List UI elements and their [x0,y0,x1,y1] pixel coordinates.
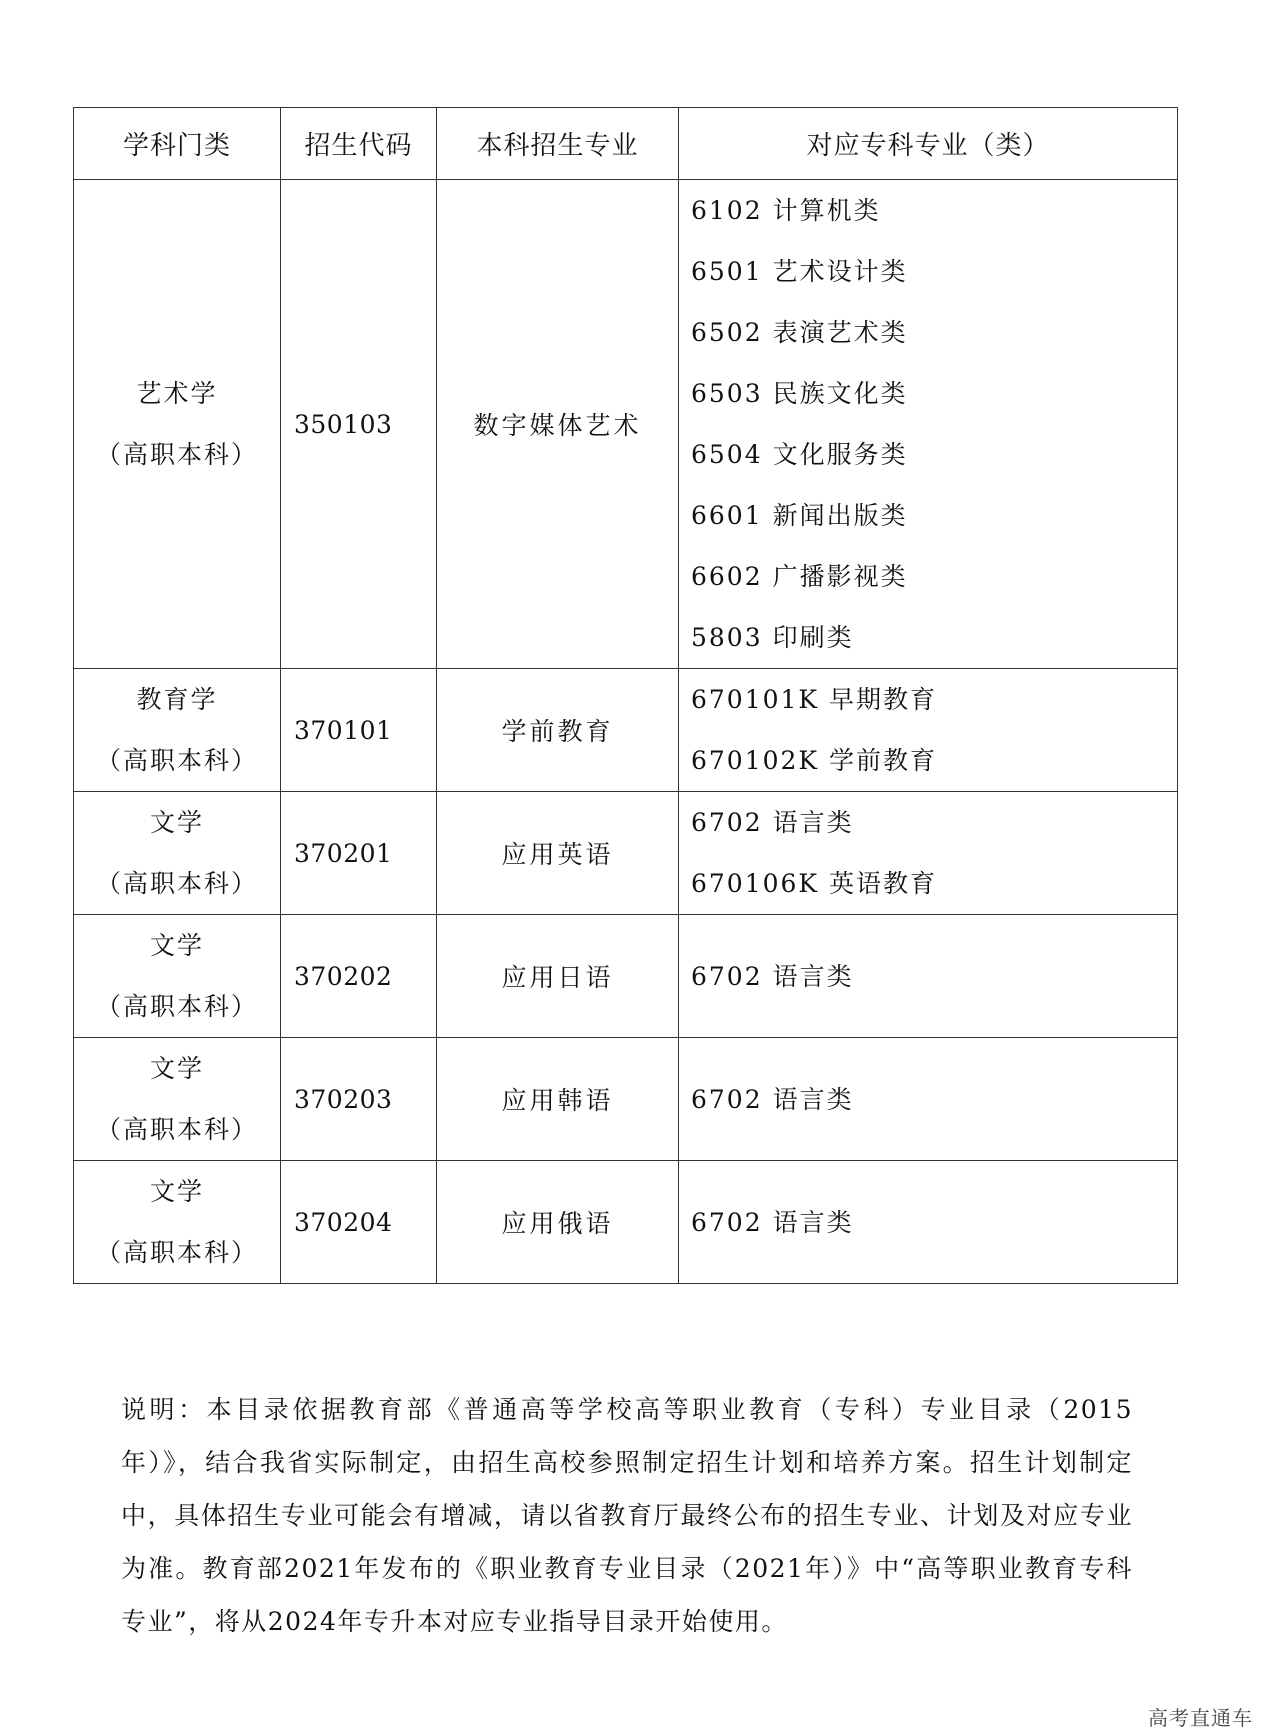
specialty-item: 6602 广播影视类 [691,562,908,591]
undergraduate-major: 应用英语 [437,792,679,915]
table-row [74,915,1178,1038]
specialty-item: 6702 语言类 [691,1084,854,1114]
category-name: 艺术学 [136,379,218,408]
specialty-item: 6102 计算机类 [691,196,881,225]
undergraduate-major: 应用俄语 [437,1161,679,1284]
specialty-item: 6502 表演艺术类 [691,318,908,347]
table-row [74,792,1178,915]
undergraduate-major: 学前教育 [437,669,679,792]
header-category: 学科门类 [74,108,281,180]
enrollment-code: 370203 [281,1038,437,1161]
specialty-item: 6702 语言类 [691,808,854,837]
header-specialty: 对应专科专业（类） [679,108,1178,180]
specialty-cell [679,669,1178,792]
enrollment-code: 370201 [281,792,437,915]
specialty-cell [679,792,1178,915]
category-name: 教育学 [136,685,218,714]
specialty-item: 6503 民族文化类 [691,379,908,408]
category-cell [74,792,281,915]
specialty-item: 6501 艺术设计类 [691,257,908,286]
table-row [74,669,1178,792]
specialty-item: 6504 文化服务类 [691,440,908,469]
enrollment-code: 370202 [281,915,437,1038]
header-code: 招生代码 [281,108,437,180]
category-level: （高职本科） [95,746,258,775]
category-level: （高职本科） [95,992,258,1021]
category-name: 文学 [149,931,204,960]
category-cell [74,180,281,669]
undergraduate-major: 应用韩语 [437,1038,679,1161]
table-row [74,1161,1178,1284]
explanatory-note: 说明：本目录依据教育部《普通高等学校高等职业教育（专科）专业目录（2015年）》，结合我省实际制定，由招生高校参照制定招生计划和培养方案。招生计划制定中，具体招生专业可能会有增减，请以省教育厅最终公布的招生专业、计划及对应专业为准。教育部2021年发布的《职业教育专业目录（2021年）》中“高等职业教育专科专业”，将从2024年专升本对应专业指导目录开始使用。 [121,1395,1133,1636]
specialty-cell [679,915,1178,1038]
specialty-item: 5803 印刷类 [691,623,854,652]
specialty-item: 670106K 英语教育 [691,869,938,898]
specialty-cell [679,1038,1178,1161]
major-catalog-table [73,107,1178,1284]
category-level: （高职本科） [95,869,258,898]
specialty-cell [679,180,1178,669]
category-cell [74,1038,281,1161]
category-level: （高职本科） [95,1115,258,1144]
category-name: 文学 [149,808,204,837]
category-name: 文学 [149,1177,204,1206]
table-header-row [74,108,1178,180]
specialty-cell [679,1161,1178,1284]
category-name: 文学 [149,1054,204,1083]
specialty-item: 670101K 早期教育 [691,685,938,714]
source-watermark: 高考直通车 [1148,1706,1253,1730]
enrollment-code: 350103 [281,180,437,669]
specialty-item: 6601 新闻出版类 [691,501,908,530]
category-level: （高职本科） [95,440,258,469]
specialty-item: 6702 语言类 [691,1207,854,1237]
undergraduate-major: 应用日语 [437,915,679,1038]
specialty-item: 670102K 学前教育 [691,746,938,775]
category-cell [74,669,281,792]
table-row [74,1038,1178,1161]
table-row [74,180,1178,669]
enrollment-code: 370204 [281,1161,437,1284]
category-level: （高职本科） [95,1238,258,1267]
specialty-item: 6702 语言类 [691,961,854,991]
enrollment-code: 370101 [281,669,437,792]
undergraduate-major: 数字媒体艺术 [437,180,679,669]
header-major: 本科招生专业 [437,108,679,180]
category-cell [74,915,281,1038]
category-cell [74,1161,281,1284]
